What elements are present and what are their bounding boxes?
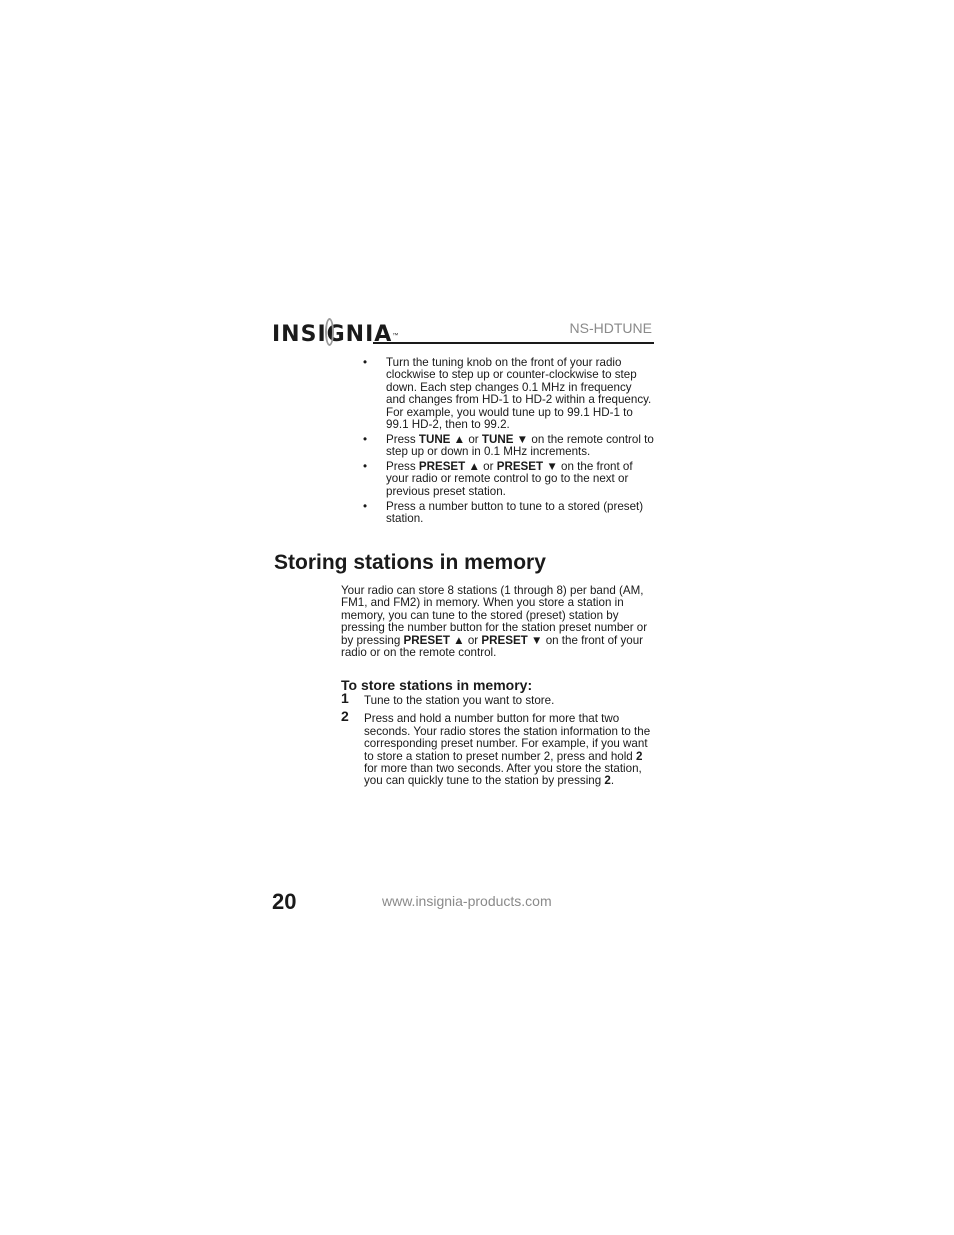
preset-down-label: PRESET ▼ [496, 460, 558, 474]
step-item [341, 708, 655, 788]
bullet-text: Press a number button to tune to a stored (preset) station. [386, 499, 644, 526]
tune-down-label: TUNE ▼ [481, 432, 529, 446]
bullet-text: or [465, 432, 482, 446]
procedure-steps [341, 690, 655, 794]
footer-url: www.insignia-products.com [382, 893, 552, 909]
step-item [341, 690, 655, 707]
bullet-text: Press [386, 432, 419, 446]
tune-up-label: TUNE ▲ [418, 432, 466, 446]
preset-up-label: PRESET ▲ [418, 460, 480, 474]
insignia-logo [272, 318, 398, 350]
bullet-text: on the front of your radio or remote control to go to the next or previous preset station. [386, 460, 633, 498]
button-number-label: 2 [604, 774, 611, 788]
list-item [362, 434, 654, 459]
logo-ring-icon [325, 318, 334, 346]
header-divider [373, 342, 654, 344]
page-number: 20 [272, 889, 297, 914]
list-item [362, 501, 654, 526]
bullet-text: Press [386, 460, 419, 474]
step-number: 1 [341, 690, 349, 706]
procedure-heading: To store stations in memory: [341, 677, 533, 693]
bullet-text: or [479, 460, 497, 474]
list-item [362, 357, 654, 431]
bullet-text: Turn the tuning knob on the front of your radio clockwise to step up or counter-clockwise to step down. Each step changes 0.1 MHz in frequency and changes from HD-1 to HD-2 within a frequency. For example, you would tune up to 99.1 HD-1 to 99.1 HD-2, then to 99.2. [386, 356, 652, 432]
preset-up-label: PRESET ▲ [403, 633, 465, 647]
paragraph-text: or [464, 633, 482, 647]
button-number-label: 2 [635, 749, 643, 763]
section-paragraph [341, 585, 655, 659]
tuning-bullet-list [362, 357, 654, 528]
logo-wordmark: INSIGNIA [272, 321, 393, 347]
trademark-mark-icon: ™ [392, 333, 399, 339]
bullet-text: on the remote control to step up or down in 0.1 MHz increments. [386, 432, 654, 459]
model-number: NS-HDTUNE [569, 320, 652, 336]
list-item [362, 461, 654, 498]
step-number: 2 [341, 708, 349, 725]
step-text: Press and hold a number button for more that two seconds. Your radio stores the station information to the corresponding preset number. For example, if you want to store a station to preset number 2, press and hold [364, 712, 651, 763]
section-heading: Storing stations in memory [274, 551, 546, 574]
step-text: Tune to the station you want to store. [364, 694, 555, 707]
paragraph-text: on the front of your radio or on the remote control. [341, 633, 644, 660]
step-text: for more than two seconds. After you store the station, you can quickly tune to the station by pressing [364, 762, 642, 788]
paragraph-text: Your radio can store 8 stations (1 through 8) per band (AM, FM1, and FM2) in memory. When you store a station in memory, you can tune to the stored (preset) station by pressing the number button for the station preset number or by pressing [341, 584, 648, 647]
preset-down-label: PRESET ▼ [481, 633, 543, 647]
step-text: . [610, 774, 615, 788]
